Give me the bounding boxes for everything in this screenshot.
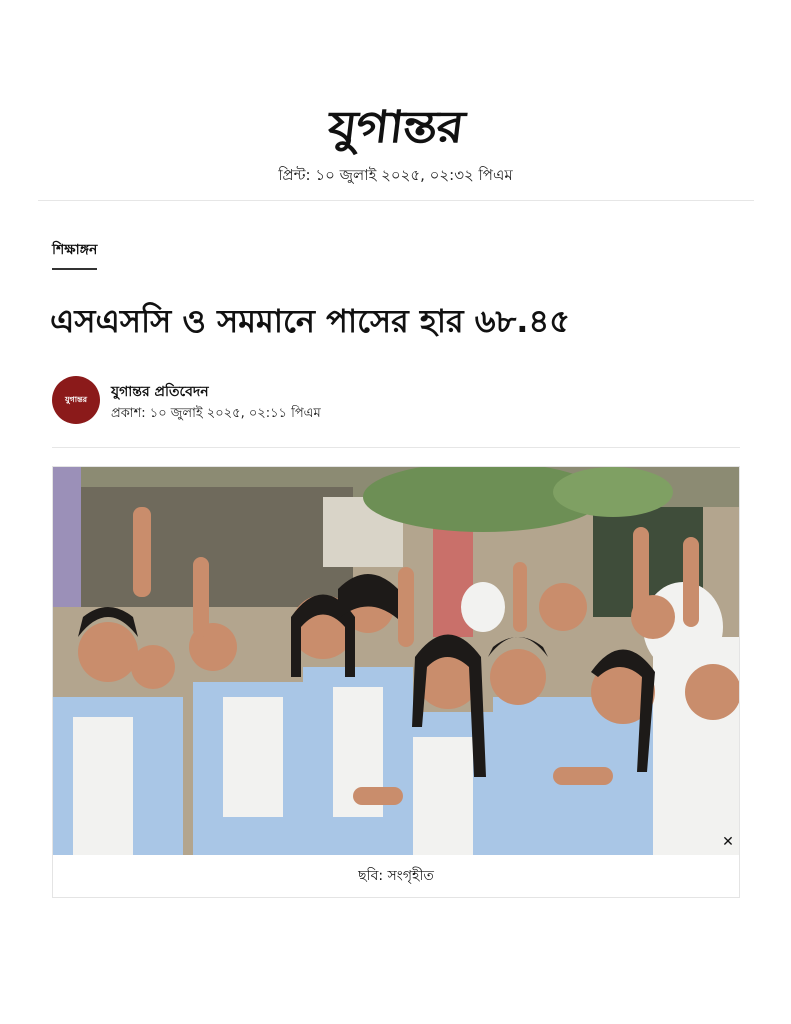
header-divider (38, 200, 754, 201)
byline-divider (52, 447, 740, 448)
byline-author[interactable]: যুগান্তর প্রতিবেদন (111, 384, 209, 400)
article-headline: এসএসসি ও সমমানে পাসের হার ৬৮.৪৫ (50, 302, 570, 340)
close-icon[interactable]: ✕ (722, 834, 734, 850)
publish-timestamp: প্রকাশ: ১০ জুলাই ২০২৫, ০২:১১ পিএম (111, 406, 321, 421)
print-timestamp: প্রিন্ট: ১০ জুলাই ২০২৫, ০২:৩২ পিএম (278, 166, 513, 184)
featured-image (53, 467, 739, 855)
author-avatar (52, 376, 100, 424)
featured-image-frame (52, 466, 740, 898)
image-caption: ছবি: সংগৃহীত (358, 868, 434, 884)
featured-image-illustration (53, 467, 739, 855)
category-label[interactable]: শিক্ষাঙ্গন (52, 238, 97, 270)
masthead (0, 98, 791, 158)
avatar-logo-text: যুগান্তর (64, 394, 88, 404)
site-logo[interactable]: যুগান্তর (324, 102, 467, 153)
